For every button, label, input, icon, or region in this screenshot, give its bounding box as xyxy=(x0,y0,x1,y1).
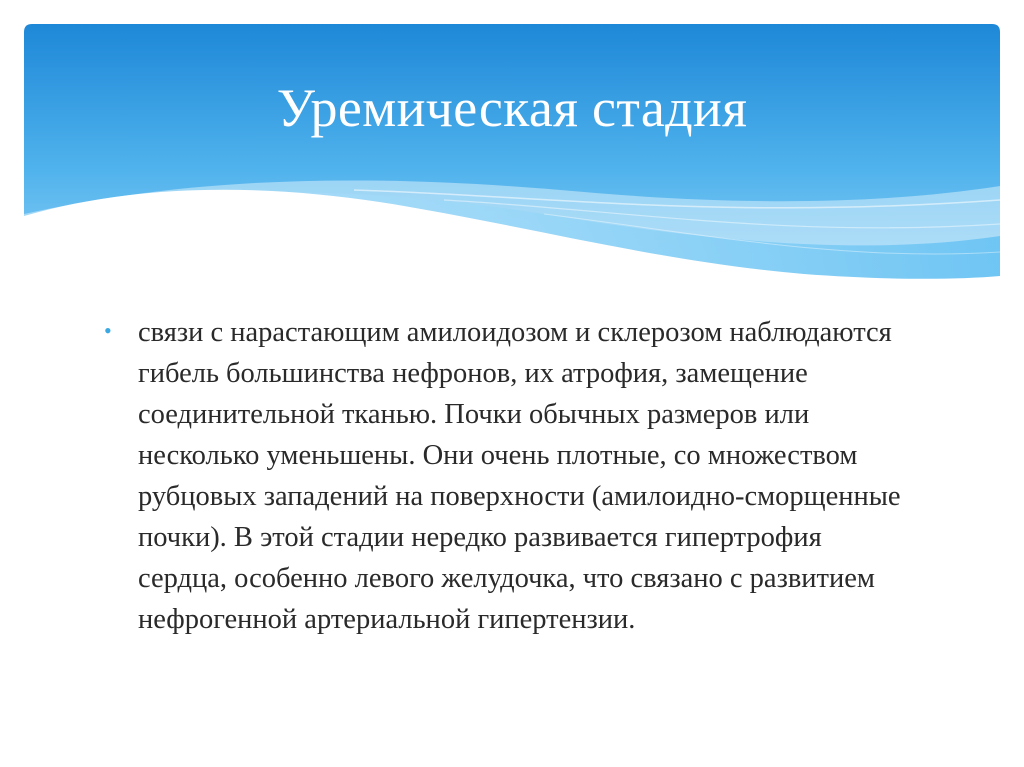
slide-title: Уремическая стадия xyxy=(276,78,748,138)
bullet-list xyxy=(104,312,904,640)
bullet-text: связи с нарастающим амилоидозом и склерозом наблюдаются гибель большинства нефронов, их атрофия, замещение соединительной тканью. Почки обычных размеров или несколько уменьшены. Они очень плотные, со множеством рубцовых западений на поверхности (амилоидно-сморщенные почки). В этой стадии нередко развивается гипертрофия сердца, особенно левого желудочка, что связано с развитием нефрогенной артериальной гипертензии. xyxy=(138,317,901,635)
header-wave-background xyxy=(24,24,1000,284)
bullet-marker: • xyxy=(104,318,112,343)
